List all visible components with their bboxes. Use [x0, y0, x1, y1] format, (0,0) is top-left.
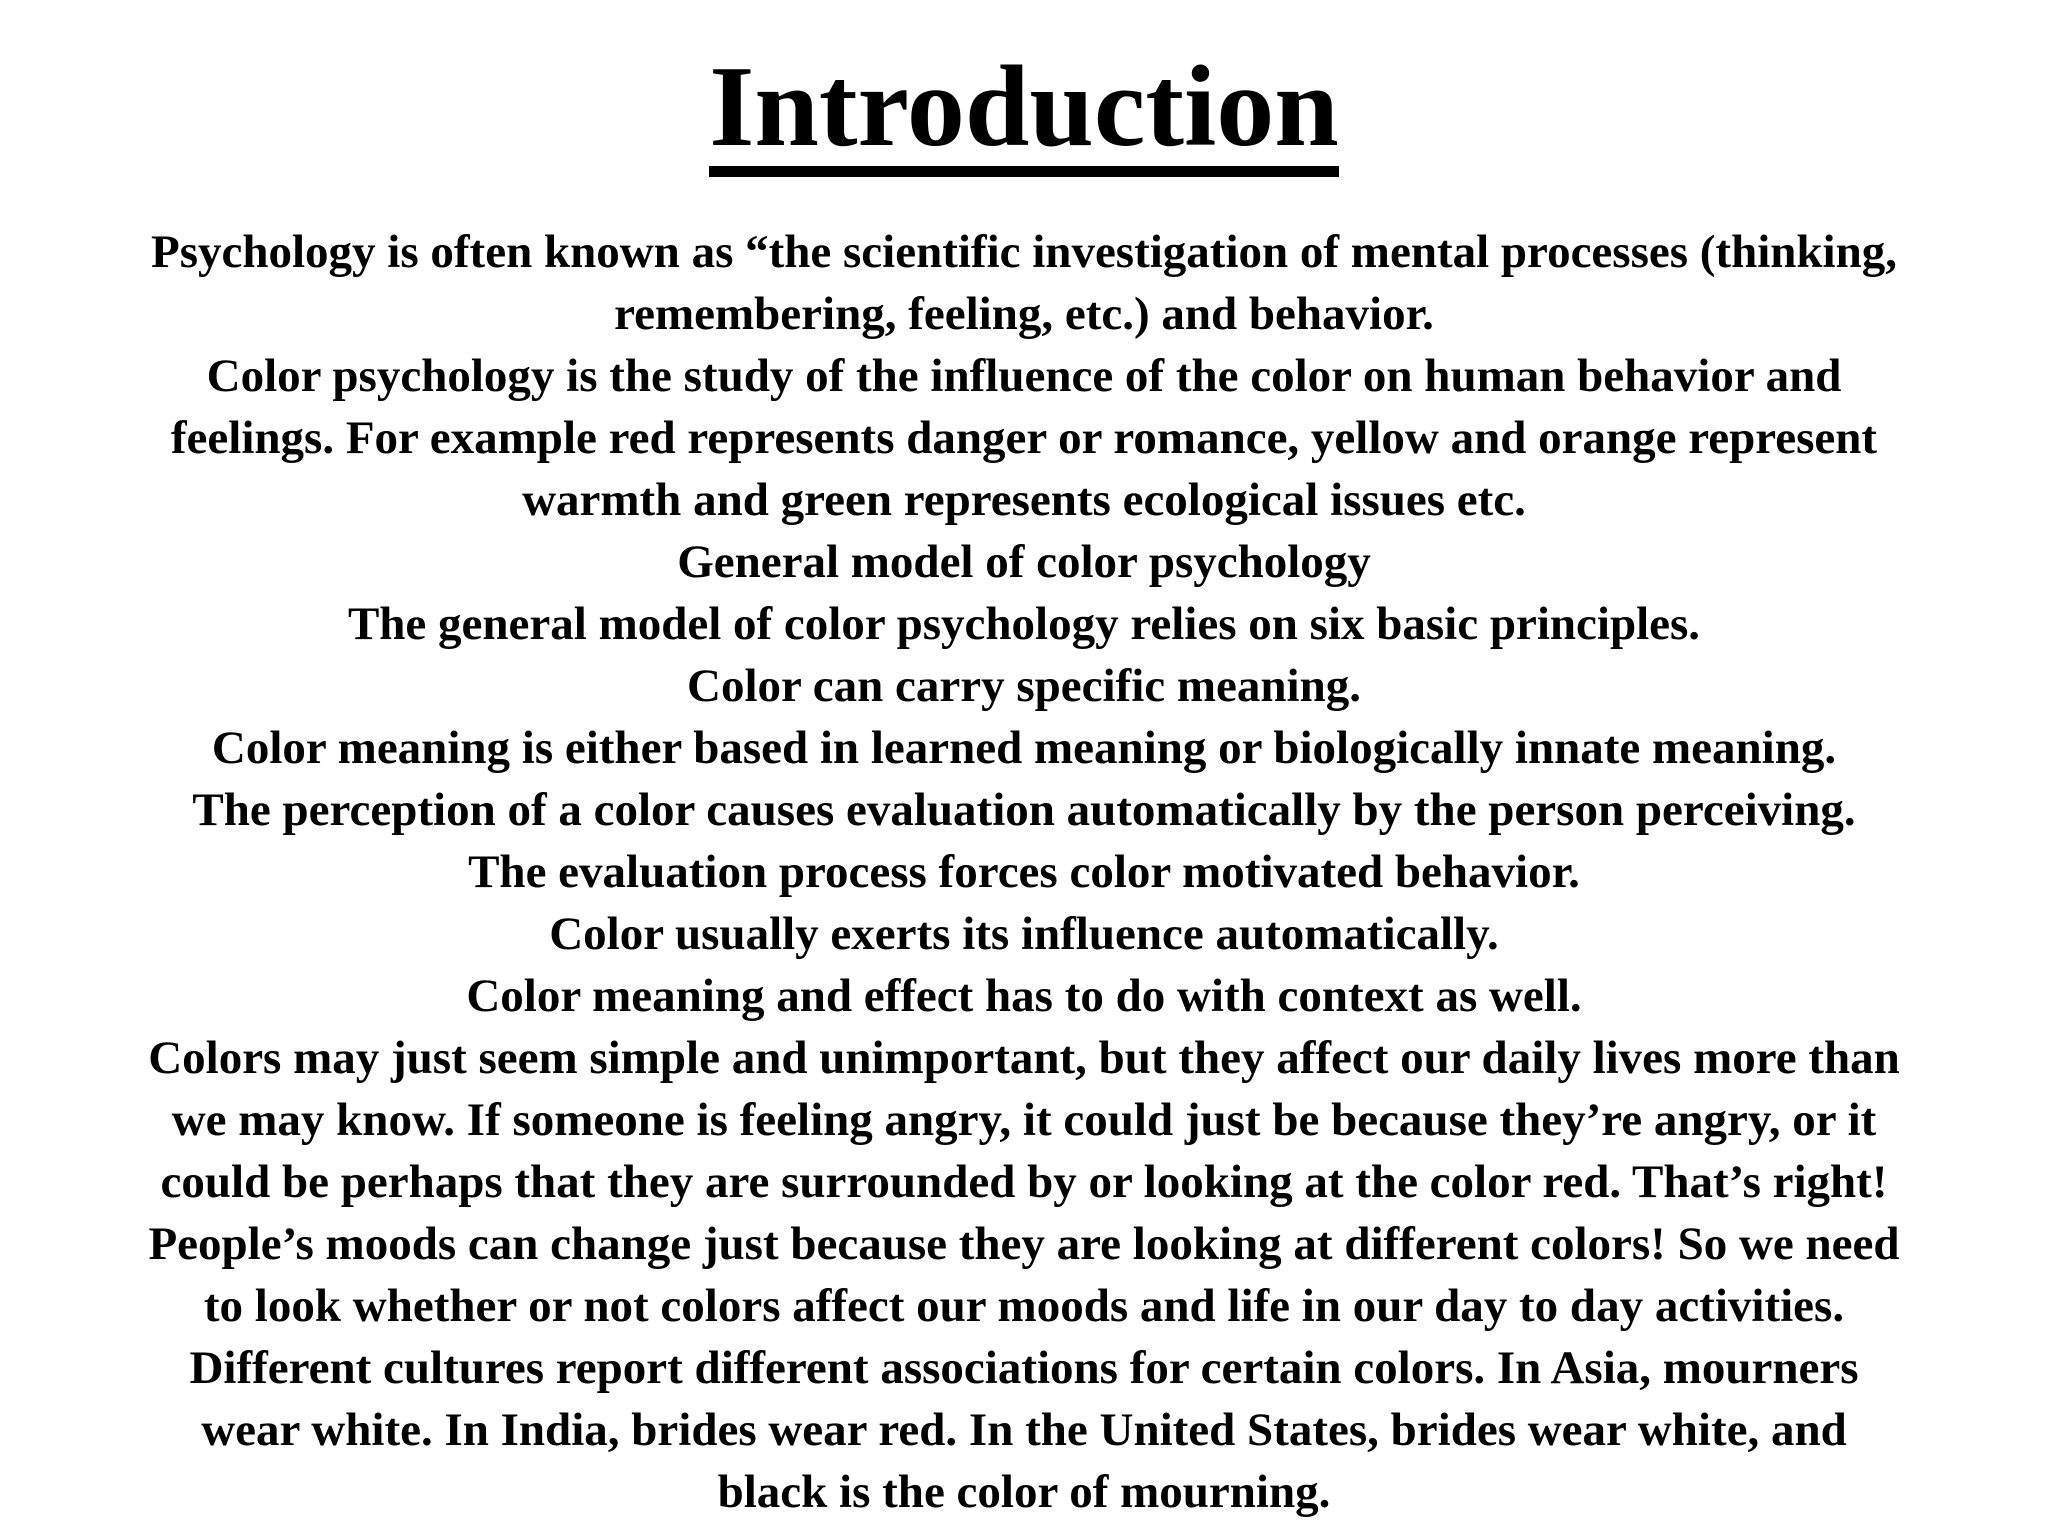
body-line: wear white. In India, brides wear red. In the United States, brides wear white, and	[201, 1404, 1847, 1456]
body-line: The perception of a color causes evaluation automatically by the person perceiving.	[192, 784, 1856, 836]
body-line: The evaluation process forces color motivated behavior.	[468, 846, 1580, 898]
body-line: warmth and green represents ecological issues etc.	[522, 474, 1526, 526]
body-line: Color psychology is the study of the influence of the color on human behavior and	[206, 350, 1842, 402]
body-line: could be perhaps that they are surrounded by or looking at the color red. That’s right!	[160, 1156, 1888, 1208]
body-line: Color meaning is either based in learned meaning or biologically innate meaning.	[211, 722, 1837, 774]
body-line: we may know. If someone is feeling angry, it could just be because they’re angry, or it	[171, 1094, 1877, 1146]
body-line: Color can carry specific meaning.	[687, 660, 1361, 712]
body-line: General model of color psychology	[677, 536, 1371, 588]
body-line: People’s moods can change just because they are looking at different colors! So we need	[148, 1218, 1900, 1270]
body-line: Colors may just seem simple and unimportant, but they affect our daily lives more than	[148, 1032, 1900, 1084]
body-line: Psychology is often known as “the scientific investigation of mental processes (thinking,	[151, 226, 1897, 278]
slide-body	[60, 221, 1988, 1523]
body-line: feelings. For example red represents danger or romance, yellow and orange represent	[170, 412, 1878, 464]
body-line: Color meaning and effect has to do with context as well.	[466, 970, 1582, 1022]
body-line: Color usually exerts its influence automatically.	[549, 908, 1499, 960]
slide-title-text: Introduction	[709, 48, 1339, 177]
body-line: black is the color of mourning.	[717, 1466, 1331, 1518]
body-line: remembering, feeling, etc.) and behavior.	[614, 288, 1434, 340]
slide-title	[0, 42, 2048, 177]
body-line: to look whether or not colors affect our moods and life in our day to day activities.	[203, 1280, 1845, 1332]
body-line: The general model of color psychology relies on six basic principles.	[347, 598, 1701, 650]
body-line: Different cultures report different associations for certain colors. In Asia, mourners	[189, 1342, 1859, 1394]
